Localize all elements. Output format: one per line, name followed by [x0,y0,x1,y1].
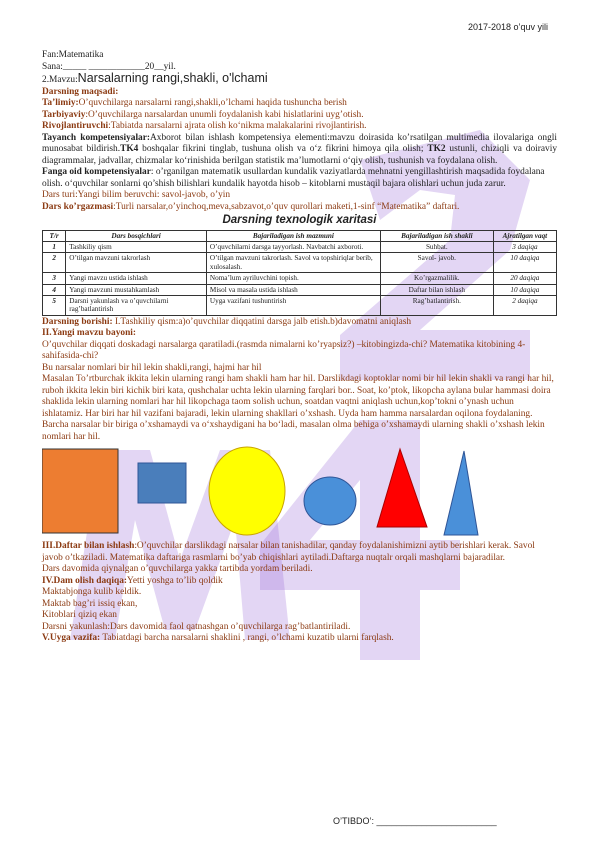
cell: 2 [43,253,66,273]
talimiy-label: Ta’limiy: [42,98,79,108]
yakun-text: Darsni yakunlash:Dars davomida faol qatnashgan o’quvchilarga rag’batlantiriladi. [42,621,351,632]
daftar-text: :O’quvchilar darslikdagi narsalar bilan tanishadilar, qanday foydalanishimizni aytib berishlari kerak. Savol javob o’tkaziladi. Matematika daftariga rasmlarni bo’yab chiqishlari aytiladi.Daftarga nuqtalr orqali mashqlarni bajaradilar. [42,541,535,563]
poem-line: Kitoblari qiziq ekan [42,610,117,621]
tibdo-signature-line: O’TIBDO’: ________________________ [333,816,497,826]
cell: Darsni yakunlash va o’quvchilarni rag’batlantirish [66,295,207,315]
col-header: Dars bosqichlari [66,230,207,241]
tayanch-text-3: ustunli, chiziqli va doiraviy diagrammalar, jadvallar, chizmalar ko‘rinishida berilgan statistik ma’lumotlarni o‘qiy olish, tushunish va foydalana olish. [42,144,558,166]
poem-line: Maktabjonga kulib keldik. [42,587,142,598]
lesson-plan [42,50,557,645]
uy-label: V.Uyga vazifa: [42,633,101,644]
fanga-label: Fanga oid kompetensiyalar [42,167,151,177]
cell: Ko’rgazmalilik. [380,273,493,284]
jihoz-label: Dars ko’rgazmasi [42,201,114,212]
process-p1: I.Tashkiliy qism:a)o’quvchilar diqqatini darsga jalb etish.b)davomatni aniqlash [112,316,412,327]
process-heading: Darsning borishi: [42,316,113,327]
table-row [43,253,557,273]
cell: Uyga vazifani tushuntirish [206,295,380,315]
daftar-label: III.Daftar bilan ishlash [42,541,135,552]
process-p3: Bu narsalar nomlari bir hil lekin shakli,rangi, hajmi har hil [42,362,262,373]
blue-square [138,463,186,503]
cell: Savol- javob. [380,253,493,273]
dam-text: Yetti yoshga to’lib qoldik [127,575,223,586]
table-row [43,295,557,315]
table-row [43,241,557,252]
cell: Rag’batlantirish. [380,295,493,315]
blue-oval [304,477,356,525]
cell: 1 [43,241,66,252]
cell: Yangi mavzu ustida ishlash [66,273,207,284]
table-header-row [43,230,557,241]
fanga-text: : o’rganilgan matematik usullardan kundalik vaziyatlarda mehnatni yengillashtirish maqsadida foydalana olish. o‘quvchilar sonlarni qo’shish bilishlari kundalik hayotda hisob – kitoblarni mustaqil bajara olishlari uchun juda zarur. [42,167,545,189]
cell: 10 daqiqa [493,284,556,295]
subject-line: Fan:Matematika [42,50,104,60]
cell: O’tilgan mavzuni takrorlash. Savol va topshiriqlar berib, xulosalash. [206,253,380,273]
cell: Yangi mavzuni mustahkamlash [66,284,207,295]
cell: O’quvchilarni darsga tayyorlash. Navbatchi axboroti. [206,241,380,252]
uy-text: Tabiatdagi barcha narsalarni shaklini , rangi, o’lchami kuzatib ularni farqlash. [100,633,394,644]
cell: 10 daqiqa [493,253,556,273]
cell: 4 [43,284,66,295]
lesson-type: Dars turi:Yangi bilim beruvchi: savol-javob, o’yin [42,190,231,200]
col-header: Bajariladigan ish shakli [380,230,493,241]
tk4-label: TK4 [120,144,139,154]
rivoj-label: Rivojlantiruvchi [42,121,109,131]
orange-square [42,449,118,533]
cell: Tashkiliy qism [66,241,207,252]
red-triangle [377,449,427,527]
cell: Daftar bilan ishlash [380,284,493,295]
tarbiyaviy-label: Tarbiyaviy [42,109,86,120]
process-p4: Masalan To’rtburchak ikkita lekin ularning rangi ham shakli ham har hil. Darslikdagi koptoklar nomi bir hil lekin shakli va rangi har hil, ruboh ikkita lekin biri kichik biri kata, qushchalar uchta lekin ularning farqlari bor.. Soat, ko’ptok, likopcha aylana bular hammasi doira shaklida lekin ularning nomlari har hil likopchaga taom solish uchun, soatdan vaqtni aniqlash uchun,kop’tokni o’ynash uchun ishlatamiz. Har biri har hil vazifani bajaradi, lekin ularning shakllari o’xshash. Uyda ham hamma narsalardan oqilona foydalaning. Barcha narsalar bir biriga o’xshamaydi va o‘xshaydigani ha bo‘ladi, masalan olma behiga o’xshamaydi ularning shakli o’xshash lekin nomlari har hil. [42,374,554,442]
yellow-circle [209,447,285,535]
topic-line [42,73,557,87]
tech-map-table [42,230,557,316]
poem-line: Maktab bag’ri issiq ekan, [42,598,138,609]
topic-title: Narsalarning rangi,shakli, o'lchami [77,71,268,85]
cell: 5 [43,295,66,315]
shapes-svg [42,445,557,537]
cell: O’tilgan mavzuni takrorlash [66,253,207,273]
cell: Misol va masala ustida ishlash [206,284,380,295]
school-year: 2017-2018 o’quv yili [467,22,548,32]
cell: 3 [43,273,66,284]
tayanch-label: Tayanch kompetensiyalar: [42,132,151,143]
col-header: T/r [43,230,66,241]
tarbiyaviy-text: :O’quvchilarga narsalardan unumli foydalanish kabi hislatlarini uyg’otish. [85,109,364,120]
table-row [43,284,557,295]
dars-davomida: Dars davomida qiynalgan o’quvchilarga yakka tartibda yordam beriladi. [42,564,313,575]
date-line: Sana:_____ ____________20__yil. [42,61,176,72]
topic-prefix: 2.Mavzu: [42,75,78,85]
tk2-label: TK2 [427,144,446,154]
talimiy-text: O’quvchilarga narsalarni rangi,shakli,o’lchami haqida tushuncha berish [78,98,347,108]
cell: 2 daqiqa [493,295,556,315]
jihoz-text: :Turli narsalar,o’yinchoq,meva,sabzavot,o’quv qurollari maketi,1-sinf “Matematika” daftari. [113,201,460,212]
tayanch-text-2: boshqalar fikrini tinglab, tushuna olish va o‘z fikrini himoya qila olish; [138,144,428,154]
blue-triangle [444,451,478,535]
rivoj-text: :Tabiatda narsalarni ajrata olish ko‘nikma malakalarini rivojlantirish. [108,121,367,131]
col-header: Ajratilgan vaqt [493,230,556,241]
goals-heading: Darsning maqsadi: [42,86,119,97]
dam-label: IV.Dam olish daqiqa: [42,575,128,586]
cell: Noma’lum ayriluvchini topish. [206,273,380,284]
shapes-illustration [42,445,557,537]
process-heading-2: II.Yangi mavzu bayoni: [42,328,137,339]
table-title: Darsning texnologik xaritasi [222,214,377,226]
col-header: Bajariladigan ish mazmuni [206,230,380,241]
cell: Suhbat. [380,241,493,252]
cell: 3 daqiqa [493,241,556,252]
table-row [43,273,557,284]
process-p2: O’quvchilar diqqati doskadagi narsalarga qaratiladi.(rasmda nimalarni ko’ryapsiz?) –kitobingizda-chi? Matematika kitobining 4-sahifasida-chi? [42,339,526,362]
tayanch-text-1: Axborot bilan ishlash kompetensiya elementi:mavzu doirasida ko’rsatilgan multimedia ilovalariga ongli munosabat bildirish. [42,132,557,154]
cell: 20 daqiqa [493,273,556,284]
